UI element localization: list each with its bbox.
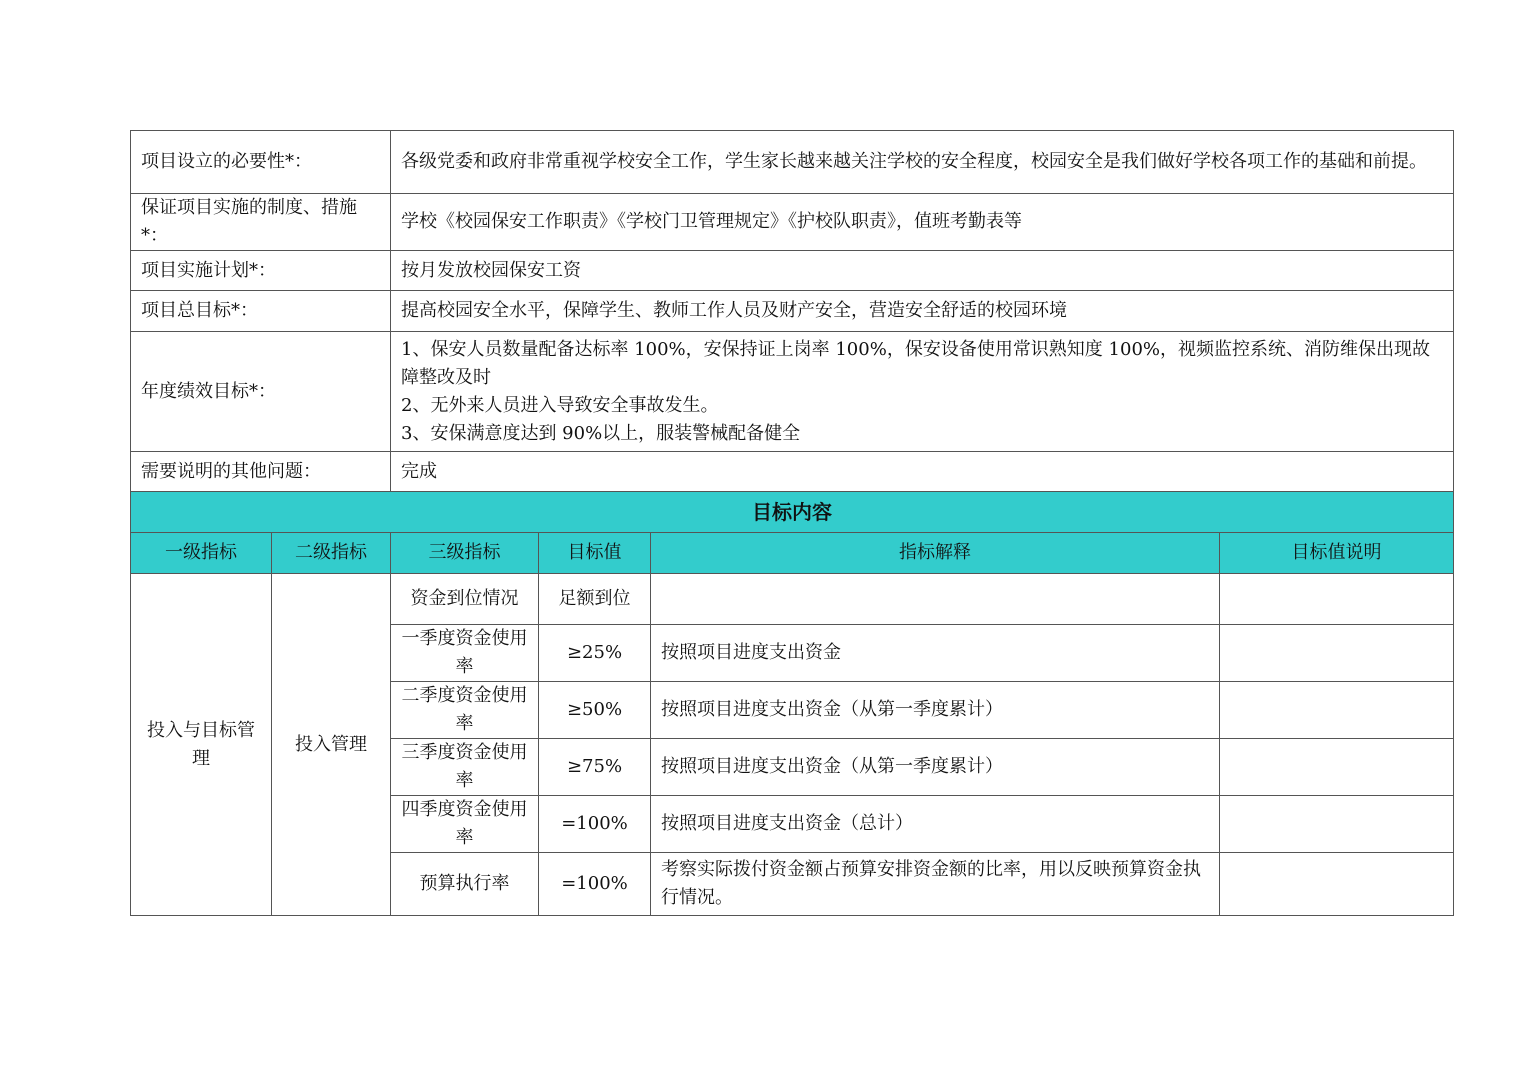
target-value: ≥50% bbox=[539, 682, 651, 739]
info-value: 按月发放校园保安工资 bbox=[391, 251, 1454, 291]
target-note bbox=[1220, 853, 1454, 916]
target-note bbox=[1220, 625, 1454, 682]
info-row-plan bbox=[131, 251, 1454, 291]
info-label: 需要说明的其他问题： bbox=[131, 452, 391, 492]
target-note bbox=[1220, 682, 1454, 739]
indicator-explanation: 按照项目进度支出资金（总计） bbox=[651, 796, 1220, 853]
annual-target-line: 2、无外来人员进入导致安全事故发生。 bbox=[401, 394, 719, 416]
column-header: 二级指标 bbox=[272, 533, 391, 574]
target-value: =100% bbox=[539, 796, 651, 853]
target-note bbox=[1220, 796, 1454, 853]
info-label: 年度绩效目标*： bbox=[131, 332, 391, 452]
info-label: 项目总目标*： bbox=[131, 291, 391, 332]
target-note bbox=[1220, 739, 1454, 796]
info-label: 项目设立的必要性*： bbox=[131, 131, 391, 194]
info-row-goal bbox=[131, 291, 1454, 332]
indicator-explanation: 按照项目进度支出资金（从第一季度累计） bbox=[651, 739, 1220, 796]
section-band-row bbox=[131, 492, 1454, 533]
info-value: 提高校园安全水平，保障学生、教师工作人员及财产安全，营造安全舒适的校园环境 bbox=[391, 291, 1454, 332]
level2-indicator: 投入管理 bbox=[272, 574, 391, 916]
target-value: ≥75% bbox=[539, 739, 651, 796]
level3-indicator: 一季度资金使用率 bbox=[391, 625, 539, 682]
annual-target-line: 1、保安人员数量配备达标率 100%，安保持证上岗率 100%，保安设备使用常识熟知度 100%，视频监控系统、消防维保出现故障整改及时 bbox=[401, 338, 1430, 388]
info-value: 各级党委和政府非常重视学校安全工作，学生家长越来越关注学校的安全程度，校园安全是我们做好学校各项工作的基础和前提。 bbox=[391, 131, 1454, 194]
indicator-explanation: 按照项目进度支出资金 bbox=[651, 625, 1220, 682]
column-header: 目标值说明 bbox=[1220, 533, 1454, 574]
info-value: 完成 bbox=[391, 452, 1454, 492]
column-header: 一级指标 bbox=[131, 533, 272, 574]
info-value bbox=[391, 332, 1454, 452]
info-label: 保证项目实施的制度、措施*： bbox=[131, 194, 391, 251]
level3-indicator: 三季度资金使用率 bbox=[391, 739, 539, 796]
level3-indicator: 二季度资金使用率 bbox=[391, 682, 539, 739]
info-value: 学校《校园保安工作职责》《学校门卫管理规定》《护校队职责》，值班考勤表等 bbox=[391, 194, 1454, 251]
level1-indicator: 投入与目标管理 bbox=[131, 574, 272, 916]
target-value: ≥25% bbox=[539, 625, 651, 682]
annual-target-line: 3、安保满意度达到 90%以上，服装警械配备健全 bbox=[401, 422, 801, 444]
info-row-annual-targets bbox=[131, 332, 1454, 452]
target-value: 足额到位 bbox=[539, 574, 651, 625]
target-value: =100% bbox=[539, 853, 651, 916]
level3-indicator: 四季度资金使用率 bbox=[391, 796, 539, 853]
info-row-measures bbox=[131, 194, 1454, 251]
column-header-row bbox=[131, 533, 1454, 574]
level3-indicator: 资金到位情况 bbox=[391, 574, 539, 625]
indicator-explanation: 考察实际拨付资金额占预算安排资金额的比率，用以反映预算资金执行情况。 bbox=[651, 853, 1220, 916]
target-note bbox=[1220, 574, 1454, 625]
table-row bbox=[131, 574, 1454, 625]
level3-indicator: 预算执行率 bbox=[391, 853, 539, 916]
document-page bbox=[130, 130, 1453, 916]
performance-target-table bbox=[130, 130, 1454, 916]
column-header: 目标值 bbox=[539, 533, 651, 574]
section-title: 目标内容 bbox=[131, 492, 1454, 533]
column-header: 三级指标 bbox=[391, 533, 539, 574]
indicator-explanation bbox=[651, 574, 1220, 625]
info-label: 项目实施计划*： bbox=[131, 251, 391, 291]
info-row-other-issues bbox=[131, 452, 1454, 492]
indicator-explanation: 按照项目进度支出资金（从第一季度累计） bbox=[651, 682, 1220, 739]
info-row-necessity bbox=[131, 131, 1454, 194]
column-header: 指标解释 bbox=[651, 533, 1220, 574]
